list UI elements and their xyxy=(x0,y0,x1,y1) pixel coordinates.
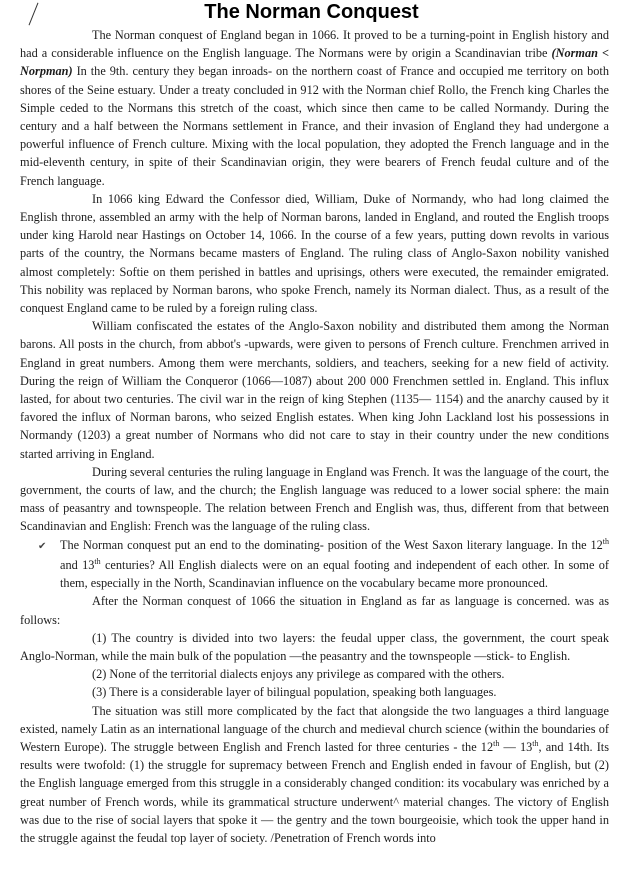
body-text xyxy=(20,26,609,847)
paragraph-4: During several centuries the ruling language in England was French. It was the language of the court, the government, the courts of law, and the church; the English language was reduced to a lower social sphere: the main mass of peasantry and townspeople. The relation between French and English was, thus, different from that between Scandinavian and English: French was the language of the ruling class. xyxy=(20,464,609,534)
paragraph-3: William confiscated the estates of the Anglo-Saxon nobility and distributed them among the Norman barons. All posts in the church, from abbot's -upwards, were given to persons of French culture. Frenchmen arrived in England in great numbers. Among them were merchants, soldiers, and teachers, seeking for a new field of activity. During the reign of William the Conqueror (1066—1087) about 200 000 Frenchmen settled in. England. This influx lasted, for about two centuries. The civil war in the reign of king Stephen (1135— 1154) and the anarchy caused by it favored the influx of Norman barons, who seized English estates. When king John Lackland lost his possessions in Normandy (1203) a great number of Normans who did not care to stay in their country under the new conditions started arriving in England. xyxy=(20,319,609,461)
list-item: (1) The country is divided into two layers: the feudal upper class, the government, the court speak Anglo-Norman, while the main bulk of the population —the peasantry and the townspeople —stick- to English. xyxy=(20,630,609,663)
paragraph-6: After the Norman conquest of 1066 the situation in England as far as language is concerned. was as follows: xyxy=(20,594,609,627)
page-title: The Norman Conquest xyxy=(204,1,419,23)
list-item: (3) There is a considerable layer of bilingual population, speaking both languages. xyxy=(92,685,497,700)
paragraph-7: The situation was still more complicated by the fact that alongside the two languages a third language existed, namely Latin as an international language of the church and medieval church science (within the boundaries of Western Europe). The struggle between English and French lasted for three centuries - the 12th — 13th, and 14th. Its results were twofold: (1) the struggle for supremacy between French and English ended in favour of English, but (2) the English language emerged from this struggle in a considerably changed condition: its vocabulary was enriched by a great number of French words, while its grammatical structure underwent^ material changes. The victory of English was due to the rise of social layers that spoke it — the gentry and the town bourgeoisie, which took the upper hand in the struggle against the feudal top layer of society. /Penetration of French words into xyxy=(20,703,609,845)
paragraph-2: In 1066 king Edward the Confessor died, William, Duke of Normandy, who had long claimed the English throne, assembled an army with the help of Norman barons, landed in England, and routed the English troops under king Harold near Hastings on October 14, 1066. In the course of a few years, putting down revolts in various parts of the country, the Normans became masters of England. The ruling class of Anglo-Saxon nobility vanished almost completely: Softie on them perished in battles and uprisings, others were executed, the remainder emigrated. This nobility was replaced by Norman barons, who spoke French, namely its Norman dialect. Thus, as a result of the conquest England came to be ruled by a foreign ruling class. xyxy=(20,191,609,316)
etymology-note: (Norman < Norpman) xyxy=(20,46,610,79)
paragraph-5: ✔ The Norman conquest put an end to the dominating- position of the West Saxon literary language. In the 12th and 13th centuries? All English dialects were on an equal footing and independent of each other. In some of them, especially in the North, Scandinavian influence on the vocabulary became more pronounced. xyxy=(38,536,609,591)
check-mark-icon: ✔ xyxy=(38,540,47,552)
list-item: (2) None of the territorial dialects enjoys any privilege as compared with the others. xyxy=(92,667,505,682)
paragraph-1: The Norman conquest of England began in 1066. It proved to be a turning-point in English history and had a considerable influence on the English language. The Normans were by origin a Scandinavian tribe (Norman < Norpman) In the 9th. century they began inroads- on the northern coast of France and occupied me territory on both shores of the Seine estuary. Under a treaty concluded in 912 with the Norman chief Rollo, the French king Charles the Simple ceded to the Normans this stretch of the coast, which since then came to be called Normandy. During the century and a half between the Normans settlement in France, and their invasion of England they had undergone a powerful influence of French culture. Mixing with the local population, they adopted the French language and in the mid-eleventh century, in spite of their Scandinavian origin, they were bearers of French feudal culture and of the French language. xyxy=(20,28,610,188)
